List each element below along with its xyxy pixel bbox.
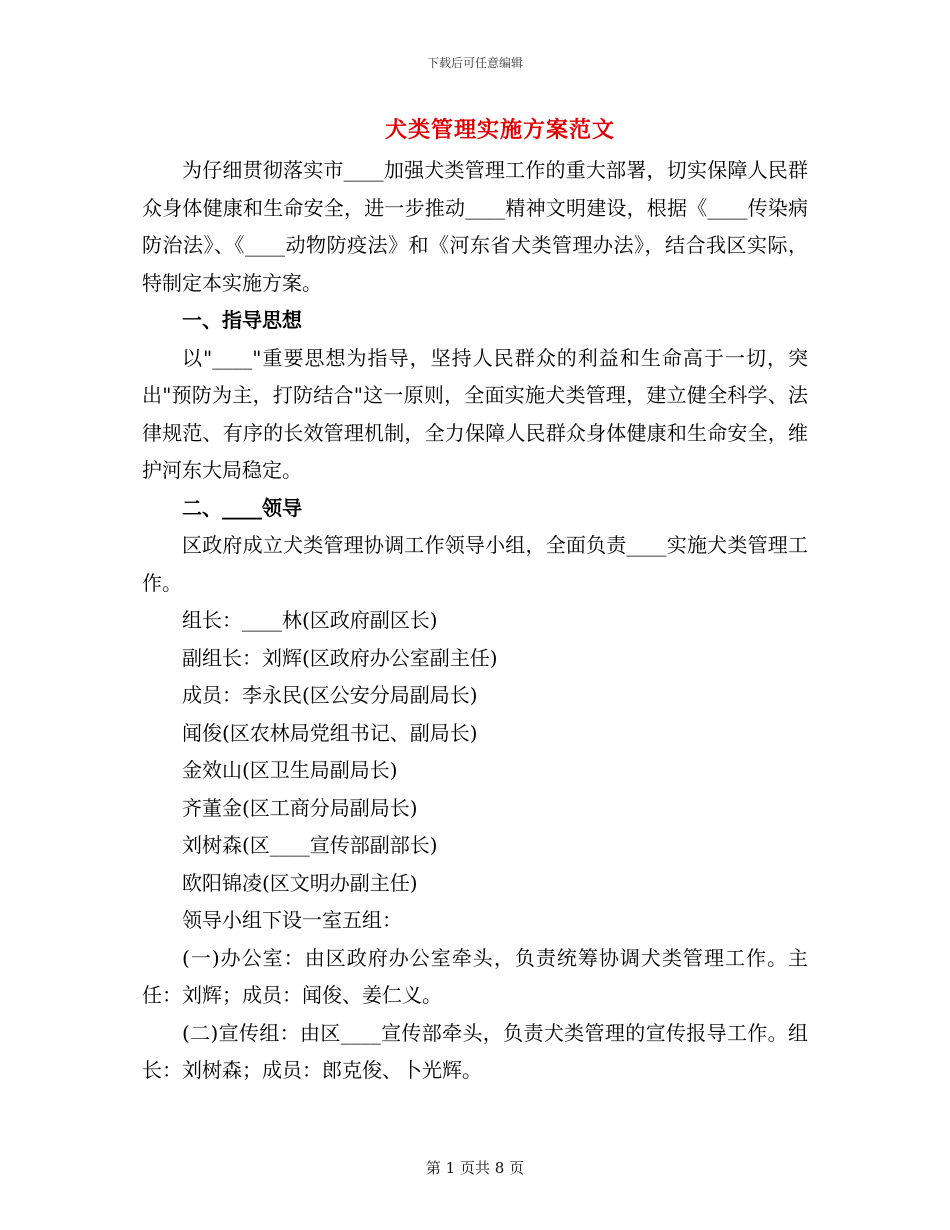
document-body (142, 152, 808, 1090)
member-line: 副组长：刘辉(区政府办公室副主任) (182, 645, 498, 670)
member-line: 金效山(区卫生局副局长) (182, 758, 398, 782)
member-line: 欧阳锦凌(区文明办副主任) (182, 870, 418, 895)
section-heading-guiding-ideology: 一、指导思想 (182, 308, 302, 332)
document-title: 犬类管理实施方案范文 (384, 117, 615, 143)
leadership-paragraph: 区政府成立犬类管理协调工作领导小组，全面负责____实施犬类管理工作。 (142, 533, 808, 595)
member-line: 组长：____林(区政府副区长) (182, 608, 438, 632)
group-office-paragraph: (一)办公室：由区政府办公室牵头，负责统筹协调犬类管理工作。主任：刘辉；成员：闻俊、姜仁义。 (142, 945, 808, 1007)
member-line: 闻俊(区农林局党组书记、副局长) (182, 720, 478, 745)
group-publicity-paragraph: (二)宣传组：由区____宣传部牵头，负责犬类管理的宣传报导工作。组长：刘树森；成员：郎克俊、卜光辉。 (142, 1020, 808, 1082)
page-header-note: 下载后可任意编辑 (426, 56, 523, 70)
member-line: 刘树森(区____宣传部副部长) (182, 833, 438, 857)
section-heading-leadership: 二、____领导 (182, 495, 302, 520)
groups-intro-line: 领导小组下设一室五组： (182, 908, 402, 932)
member-line: 成员：李永民(区公安分局副局长) (182, 683, 478, 707)
intro-paragraph: 为仔细贯彻落实市____加强犬类管理工作的重大部署，切实保障人民群众身体健康和生命安全，进一步推动____精神文明建设，根据《____传染病防治法》、《____动物防疫法》和《河东省犬类管理办法》，结合我区实际，特制定本实施方案。 (142, 158, 808, 295)
member-line: 齐董金(区工商分局副局长) (182, 795, 418, 820)
guiding-ideology-paragraph: 以"____"重要思想为指导，坚持人民群众的利益和生命高于一切，突出"预防为主，打防结合"这一原则，全面实施犬类管理，建立健全科学、法律规范、有序的长效管理机制，全力保障人民群众身体健康和生命安全，维护河东大局稳定。 (142, 345, 808, 482)
page-footer: 第 1 页共 8 页 (425, 1159, 525, 1177)
